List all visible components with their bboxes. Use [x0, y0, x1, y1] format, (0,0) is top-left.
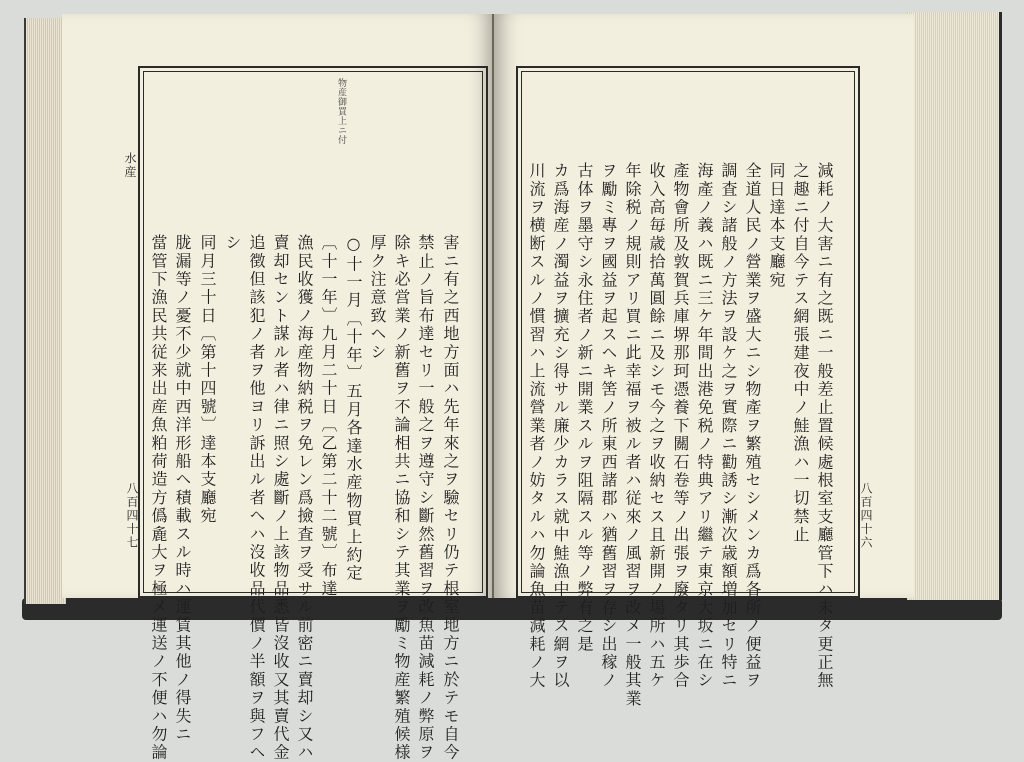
right-col-3: 古体ヲ墨守シ永住者ノ新ニ開業スルヲ阻隔スル等ノ弊有之是	[575, 162, 594, 654]
left-top-note: 物産御買上ニ付	[336, 78, 346, 145]
right-col-6: 收入高毎歳拾萬圓餘ニ及シモ今之ヲ收納セス且新開ノ場所ハ五ケ	[647, 162, 666, 690]
left-col-13: 害ニ有之西地方面ハ先年來之ヲ驗セリ仍テ根室地方ニ於テモ自今	[441, 234, 460, 762]
right-col-2: カ爲海産ノ濁益ヲ擴充シ得サル廉少カラス就中鮭漁中テス網ヲ以	[551, 162, 570, 690]
left-col-4: シ	[223, 234, 242, 253]
left-folio: 八百四十七	[125, 482, 139, 550]
right-col-13: 減耗ノ大害ニ有之既ニ一般差止置候處根室支廳管下ハ未タ更正無	[815, 162, 834, 690]
left-col-1: 當管下漁民共従来出産魚粕荷造方僞麁大ヲ極メ運送ノ不便ハ勿論	[149, 234, 168, 762]
left-col-7: 漁民收獲ノ海産物納税ヲ免レン爲撿査ヲ受サル前密ニ賣却シ又ハ	[295, 234, 314, 762]
book-cover	[22, 598, 1002, 620]
left-col-12: 禁止ノ旨布達セリ一般之ヲ遵守シ斷然舊習ヲ改魚苗減耗ノ弊原ヲ	[416, 234, 435, 762]
running-head: 水産	[123, 152, 137, 179]
right-col-7: 產物會所及敦賀兵庫堺那珂憑養下關石卷等ノ出張ヲ廢タリ其歩合	[671, 162, 690, 690]
page-edges-right	[907, 12, 1002, 600]
left-col-3: 同月三十日〔第十四號〕達本支廳宛	[198, 234, 217, 526]
left-col-6: 賣却セント謀ル者ハ律ニ照シ處斷ノ上該物品悉皆沒收又其賣代金	[271, 234, 290, 762]
right-col-11: 同日達本支廳宛	[767, 162, 786, 290]
right-col-10: 全道人民ノ營業ヲ盛大ニシ物產ヲ繁殖セシメンカ爲各所ノ便益ヲ	[743, 162, 762, 690]
right-page	[494, 14, 914, 708]
right-col-12: 之趣ニ付自今テス網張建夜中ノ鮭漁ハ一切禁止	[791, 162, 810, 545]
right-col-5: 年除税ノ規則アリ買ニ此幸福ヲ被ル者ハ従來ノ風習ヲ改メ一般其業	[623, 162, 642, 708]
right-col-4: ヲ勵ミ專ヲ國益ヲ起スヘキ筈ノ所東西諸郡ハ猶舊習ヲ存シ出稼ノ	[599, 162, 618, 690]
page-edges-left	[24, 18, 66, 604]
left-col-11: 除キ必営業ノ新舊ヲ不論相共ニ協和シテ其業ヲ勵ミ物産繁殖候様	[392, 234, 411, 762]
left-col-9: ○十一月〔十年〕五月各達水産物買上約定	[344, 234, 363, 583]
left-col-2: 胧漏等ノ憂不少就中西洋形船ヘ積載スル時ハ運賃其他ノ得失ニ	[173, 234, 192, 744]
left-col-8: 〔十一年〕九月二十日〔乙第二十二號〕布達	[319, 234, 338, 598]
right-folio: 八百四十六	[859, 482, 873, 550]
left-page	[62, 14, 494, 762]
right-col-9: 調査シ諸般ノ方法ヲ設ケ之ヲ實際ニ勸誘シ漸次歳額増加セリ特ニ	[719, 162, 738, 690]
right-col-8: 海產ノ義ハ既ニ三ケ年間出港免税ノ特典アリ繼テ東京大坂ニ在シ	[695, 162, 714, 690]
left-col-5: 追徴但該犯ノ者ヲ他ヨリ訴出ル者ヘハ沒收品代價ノ半額ヲ與フヘ	[247, 234, 266, 762]
left-col-10: 厚ク注意致ヘシ	[368, 234, 387, 362]
right-col-1: 川流ヲ横断スルノ慣習ハ上流營業者ノ妨タルハ勿論魚苗減耗ノ大	[527, 162, 546, 690]
